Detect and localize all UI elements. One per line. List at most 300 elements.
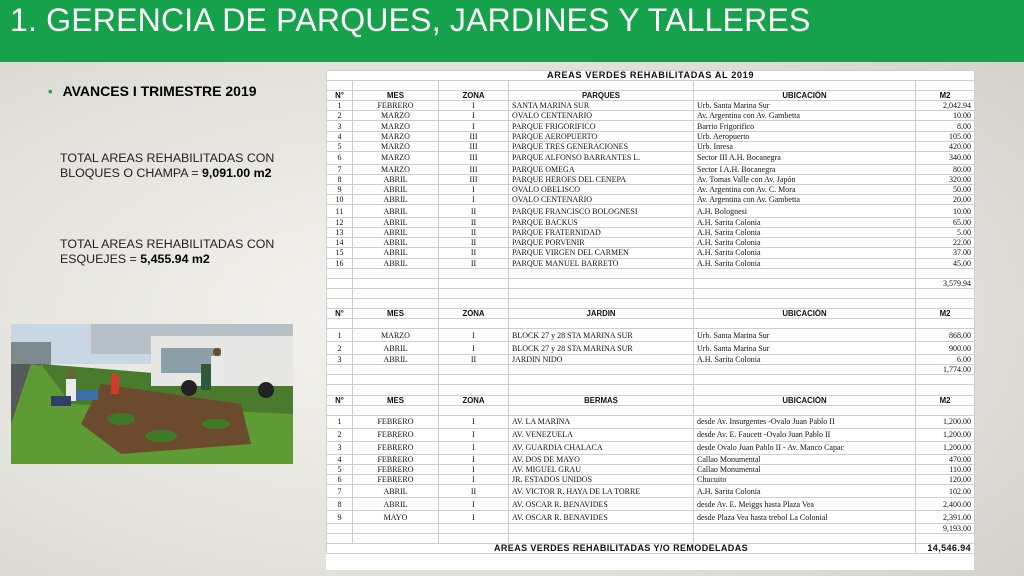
- empty-cell: [509, 385, 694, 395]
- table-row: [327, 101, 975, 111]
- empty-cell: [439, 288, 509, 298]
- cell-num: 3: [327, 441, 353, 454]
- cell-m2: 1,200.00: [916, 441, 975, 454]
- workers-illustration: [11, 324, 293, 464]
- cell-ubicacion: Callao Monumental: [694, 464, 916, 474]
- empty-row: [327, 81, 975, 91]
- cell-zona: I: [439, 121, 509, 131]
- cell-zona: II: [439, 485, 509, 498]
- cell-name: AV. LA MARINA: [509, 415, 694, 428]
- empty-cell: [916, 375, 975, 385]
- cell-zona: III: [439, 164, 509, 174]
- cell-mes: MARZO: [353, 329, 439, 342]
- empty-cell: [694, 298, 916, 308]
- cell-ubicacion: desde Ovalo Juan Pablo II - Av. Manco Capac: [694, 441, 916, 454]
- empty-row: [327, 288, 975, 298]
- empty-row: [327, 405, 975, 415]
- empty-cell: [353, 298, 439, 308]
- cell-ubicacion: Urb. Santa Marina Sur: [694, 329, 916, 342]
- jardines-total: [327, 365, 975, 375]
- cell-name: AV. VICTOR R. HAYA DE LA TORRE: [509, 485, 694, 498]
- cell-name: BLOCK 27 y 28 STA MARINA SUR: [509, 342, 694, 355]
- cell-mes: MARZO: [353, 111, 439, 121]
- header-ubicacion: UBICACIÓN: [694, 308, 916, 318]
- table-row: [327, 121, 975, 131]
- title-banner: [0, 0, 1024, 62]
- cell-num: 6: [327, 151, 353, 164]
- empty-row: [327, 298, 975, 308]
- cell-m2: 8.00: [916, 121, 975, 131]
- empty-cell: [327, 278, 353, 288]
- table-row: [327, 184, 975, 194]
- cell-num: 12: [327, 218, 353, 228]
- cell-m2: 6.00: [916, 355, 975, 365]
- empty-row: [327, 319, 975, 329]
- header-m2: M2: [916, 395, 975, 405]
- empty-cell: [694, 534, 916, 544]
- cell-ubicacion: desde Av. Insurgentes -Ovalo Juan Pablo II: [694, 415, 916, 428]
- bullet-text: AVANCES I TRIMESTRE 2019: [62, 83, 257, 99]
- cell-num: 9: [327, 184, 353, 194]
- cell-name: JARDIN NIDO: [509, 355, 694, 365]
- empty-cell: [916, 268, 975, 278]
- header-zona: ZONA: [439, 308, 509, 318]
- cell-zona: I: [439, 454, 509, 464]
- cell-m2: 420.00: [916, 141, 975, 151]
- header-section: PARQUES: [509, 91, 694, 101]
- cell-zona: I: [439, 498, 509, 511]
- empty-cell: [353, 524, 439, 534]
- empty-cell: [916, 288, 975, 298]
- bullet-dot-icon: •: [48, 84, 53, 99]
- table-row: [327, 511, 975, 524]
- header-ubicacion: UBICACIÓN: [694, 395, 916, 405]
- empty-cell: [509, 524, 694, 534]
- empty-cell: [509, 375, 694, 385]
- empty-cell: [353, 81, 439, 91]
- cell-ubicacion: Sector III A.H. Bocanegra: [694, 151, 916, 164]
- empty-cell: [694, 365, 916, 375]
- cell-zona: III: [439, 131, 509, 141]
- cell-ubicacion: A.H. Bolognesi: [694, 205, 916, 218]
- cell-num: 2: [327, 342, 353, 355]
- cell-num: 5: [327, 141, 353, 151]
- header-section: BERMAS: [509, 395, 694, 405]
- final-total-row: [327, 544, 975, 554]
- empty-cell: [509, 268, 694, 278]
- cell-m2: 900.00: [916, 342, 975, 355]
- empty-row: [327, 268, 975, 278]
- empty-cell: [327, 365, 353, 375]
- cell-ubicacion: Callao Monumental: [694, 454, 916, 464]
- empty-cell: [509, 288, 694, 298]
- empty-cell: [694, 375, 916, 385]
- cell-ubicacion: A.H. Sarita Colonia: [694, 258, 916, 268]
- table-row: [327, 454, 975, 464]
- table-row: [327, 258, 975, 268]
- cell-name: PARQUE OMEGA: [509, 164, 694, 174]
- cell-zona: I: [439, 441, 509, 454]
- cell-m2: 470.00: [916, 454, 975, 464]
- table-title-row: [327, 71, 975, 81]
- cell-num: 3: [327, 121, 353, 131]
- empty-cell: [694, 385, 916, 395]
- empty-cell: [353, 365, 439, 375]
- cell-zona: I: [439, 428, 509, 441]
- cell-zona: III: [439, 174, 509, 184]
- jardines-total-value: 1,774.00: [916, 365, 975, 375]
- cell-name: AV. DOS DE MAYO: [509, 454, 694, 464]
- table-row: [327, 428, 975, 441]
- cell-num: 9: [327, 511, 353, 524]
- empty-cell: [916, 534, 975, 544]
- cell-ubicacion: Barrio Frigorifico: [694, 121, 916, 131]
- page-title: 1. GERENCIA DE PARQUES, JARDINES Y TALLERES: [10, 2, 811, 38]
- cell-ubicacion: desde Av. E. Faucett -Ovalo Juan Pablo II: [694, 428, 916, 441]
- empty-cell: [327, 288, 353, 298]
- header-num: N°: [327, 395, 353, 405]
- cell-name: PARQUE ALFONSO BARRANTES L.: [509, 151, 694, 164]
- cell-mes: ABRIL: [353, 342, 439, 355]
- cell-mes: ABRIL: [353, 195, 439, 205]
- empty-cell: [353, 278, 439, 288]
- cell-ubicacion: A.H. Sarita Colonia: [694, 248, 916, 258]
- empty-cell: [439, 534, 509, 544]
- cell-num: 8: [327, 174, 353, 184]
- cell-zona: I: [439, 184, 509, 194]
- table-row: [327, 329, 975, 342]
- cell-zona: I: [439, 195, 509, 205]
- table-row: [327, 355, 975, 365]
- cell-name: JR. ESTADOS UNIDOS: [509, 474, 694, 484]
- cell-mes: MARZO: [353, 151, 439, 164]
- cell-m2: 37.00: [916, 248, 975, 258]
- cell-m2: 1,200.00: [916, 428, 975, 441]
- cell-zona: I: [439, 342, 509, 355]
- empty-cell: [916, 298, 975, 308]
- cell-ubicacion: Urb. Santa Marina Sur: [694, 101, 916, 111]
- empty-cell: [916, 385, 975, 395]
- empty-cell: [439, 278, 509, 288]
- total-esquejes-value: 5,455.94 m2: [140, 252, 210, 266]
- cell-mes: ABRIL: [353, 355, 439, 365]
- header-zona: ZONA: [439, 395, 509, 405]
- workers-photo: [11, 324, 293, 464]
- empty-cell: [439, 319, 509, 329]
- cell-ubicacion: Av. Argentina con Av. Gambetta: [694, 111, 916, 121]
- cell-m2: 102.00: [916, 485, 975, 498]
- cell-m2: 20.00: [916, 195, 975, 205]
- cell-name: AV. GUARDIA CHALACA: [509, 441, 694, 454]
- table-row: [327, 248, 975, 258]
- empty-cell: [509, 298, 694, 308]
- empty-cell: [694, 405, 916, 415]
- table-row: [327, 131, 975, 141]
- empty-cell: [439, 524, 509, 534]
- cell-zona: I: [439, 111, 509, 121]
- areas-table-panel: [326, 70, 974, 570]
- areas-table-body: [327, 71, 975, 554]
- total-champa-text: [60, 151, 310, 181]
- bermas-total: [327, 524, 975, 534]
- cell-mes: FEBRERO: [353, 428, 439, 441]
- cell-num: 7: [327, 164, 353, 174]
- bullet-item: [48, 83, 257, 99]
- cell-m2: 10.00: [916, 111, 975, 121]
- empty-cell: [694, 524, 916, 534]
- cell-name: PARQUE VIRGEN DEL CARMEN: [509, 248, 694, 258]
- cell-zona: I: [439, 415, 509, 428]
- empty-cell: [327, 524, 353, 534]
- cell-zona: I: [439, 329, 509, 342]
- final-total-value: 14,546.94: [916, 544, 975, 554]
- cell-ubicacion: A.H. Sarita Colonia: [694, 228, 916, 238]
- cell-mes: MARZO: [353, 141, 439, 151]
- cell-ubicacion: Av. Tomas Valle con Av. Japón: [694, 174, 916, 184]
- empty-cell: [509, 405, 694, 415]
- empty-cell: [916, 405, 975, 415]
- cell-m2: 50.00: [916, 184, 975, 194]
- header-m2: M2: [916, 91, 975, 101]
- cell-mes: MAYO: [353, 511, 439, 524]
- table-row: [327, 464, 975, 474]
- column-header-row: [327, 395, 975, 405]
- cell-mes: FEBRERO: [353, 441, 439, 454]
- cell-m2: 2,400.00: [916, 498, 975, 511]
- header-num: N°: [327, 308, 353, 318]
- cell-ubicacion: Av. Argentina con Av. C. Mora: [694, 184, 916, 194]
- cell-num: 1: [327, 101, 353, 111]
- cell-mes: MARZO: [353, 131, 439, 141]
- cell-ubicacion: A.H. Sarita Colonia: [694, 238, 916, 248]
- cell-zona: III: [439, 141, 509, 151]
- cell-mes: ABRIL: [353, 205, 439, 218]
- empty-cell: [327, 405, 353, 415]
- empty-cell: [439, 81, 509, 91]
- empty-row: [327, 385, 975, 395]
- table-row: [327, 441, 975, 454]
- cell-m2: 1,200.00: [916, 415, 975, 428]
- cell-num: 10: [327, 195, 353, 205]
- header-mes: MES: [353, 91, 439, 101]
- cell-zona: II: [439, 258, 509, 268]
- table-row: [327, 238, 975, 248]
- cell-m2: 10.00: [916, 205, 975, 218]
- cell-mes: ABRIL: [353, 248, 439, 258]
- total-champa-value: 9,091.00 m2: [201, 166, 272, 180]
- empty-cell: [439, 298, 509, 308]
- cell-name: OVALO CENTENARIO: [509, 111, 694, 121]
- empty-cell: [327, 81, 353, 91]
- cell-ubicacion: desde Plaza Vea hasta trebol La Colonial: [694, 511, 916, 524]
- cell-num: 2: [327, 111, 353, 121]
- cell-m2: 340.00: [916, 151, 975, 164]
- parques-total-value: 3,579.94: [916, 278, 975, 288]
- cell-zona: II: [439, 218, 509, 228]
- cell-name: AV. MIGUEL GRAU: [509, 464, 694, 474]
- cell-ubicacion: Urb. Aeropuerto: [694, 131, 916, 141]
- table-row: [327, 228, 975, 238]
- cell-name: PARQUE FRANCISCO BOLOGNESI: [509, 205, 694, 218]
- empty-cell: [353, 319, 439, 329]
- empty-cell: [509, 365, 694, 375]
- cell-name: PARQUE AEROPUERTO: [509, 131, 694, 141]
- empty-cell: [694, 319, 916, 329]
- cell-num: 14: [327, 238, 353, 248]
- cell-mes: ABRIL: [353, 498, 439, 511]
- empty-cell: [694, 81, 916, 91]
- cell-zona: II: [439, 228, 509, 238]
- cell-mes: ABRIL: [353, 174, 439, 184]
- empty-cell: [439, 375, 509, 385]
- empty-cell: [353, 534, 439, 544]
- cell-name: PARQUE FRIGORIFICO: [509, 121, 694, 131]
- empty-cell: [439, 268, 509, 278]
- table-row: [327, 218, 975, 228]
- cell-num: 5: [327, 464, 353, 474]
- total-champa-label: TOTAL AREAS REHABILITADAS CON BLOQUES O CHAMPA =: [60, 151, 275, 180]
- cell-num: 4: [327, 454, 353, 464]
- empty-cell: [509, 278, 694, 288]
- empty-cell: [509, 81, 694, 91]
- cell-mes: ABRIL: [353, 238, 439, 248]
- column-header-row: [327, 91, 975, 101]
- cell-name: PARQUE BACKUS: [509, 218, 694, 228]
- header-num: N°: [327, 91, 353, 101]
- cell-zona: II: [439, 238, 509, 248]
- cell-num: 16: [327, 258, 353, 268]
- cell-m2: 80.00: [916, 164, 975, 174]
- cell-num: 3: [327, 355, 353, 365]
- cell-num: 11: [327, 205, 353, 218]
- empty-cell: [327, 534, 353, 544]
- cell-name: SANTA MARINA SUR: [509, 101, 694, 111]
- empty-cell: [509, 534, 694, 544]
- parques-total: [327, 278, 975, 288]
- cell-mes: FEBRERO: [353, 415, 439, 428]
- header-ubicacion: UBICACIÓN: [694, 91, 916, 101]
- cell-num: 8: [327, 498, 353, 511]
- cell-m2: 120.00: [916, 474, 975, 484]
- cell-ubicacion: Av. Argentina con Av. Gambetta: [694, 195, 916, 205]
- cell-zona: III: [439, 151, 509, 164]
- cell-num: 15: [327, 248, 353, 258]
- cell-m2: 5.00: [916, 228, 975, 238]
- cell-name: OVALO CENTENARIO: [509, 195, 694, 205]
- cell-name: PARQUE MANUEL BARRETO: [509, 258, 694, 268]
- cell-mes: ABRIL: [353, 485, 439, 498]
- table-row: [327, 151, 975, 164]
- table-row: [327, 111, 975, 121]
- table-row: [327, 474, 975, 484]
- cell-m2: 110.00: [916, 464, 975, 474]
- cell-num: 7: [327, 485, 353, 498]
- header-m2: M2: [916, 308, 975, 318]
- cell-ubicacion: Chucuito: [694, 474, 916, 484]
- cell-zona: II: [439, 355, 509, 365]
- empty-cell: [916, 319, 975, 329]
- bermas-total-value: 9,193.00: [916, 524, 975, 534]
- empty-cell: [353, 375, 439, 385]
- cell-name: AV. VENEZUELA: [509, 428, 694, 441]
- cell-mes: ABRIL: [353, 184, 439, 194]
- cell-m2: 868.00: [916, 329, 975, 342]
- cell-num: 4: [327, 131, 353, 141]
- cell-ubicacion: Urb. Inresa: [694, 141, 916, 151]
- cell-zona: II: [439, 205, 509, 218]
- cell-name: PARQUE FRATERNIDAD: [509, 228, 694, 238]
- cell-m2: 65.00: [916, 218, 975, 228]
- empty-cell: [694, 288, 916, 298]
- cell-name: AV. OSCAR R. BENAVIDES: [509, 511, 694, 524]
- cell-mes: FEBRERO: [353, 454, 439, 464]
- cell-zona: I: [439, 511, 509, 524]
- cell-mes: MARZO: [353, 164, 439, 174]
- empty-cell: [327, 298, 353, 308]
- cell-mes: FEBRERO: [353, 464, 439, 474]
- table-row: [327, 485, 975, 498]
- cell-name: PARQUE TRES GENERACIONES: [509, 141, 694, 151]
- cell-mes: MARZO: [353, 121, 439, 131]
- cell-mes: FEBRERO: [353, 101, 439, 111]
- cell-name: OVALO OBELISCO: [509, 184, 694, 194]
- header-section: JARDIN: [509, 308, 694, 318]
- total-esquejes-label: TOTAL AREAS REHABILITADAS CON ESQUEJES =: [60, 237, 275, 266]
- cell-num: 6: [327, 474, 353, 484]
- empty-cell: [439, 385, 509, 395]
- cell-name: BLOCK 27 y 28 STA MARINA SUR: [509, 329, 694, 342]
- empty-cell: [439, 405, 509, 415]
- empty-cell: [353, 268, 439, 278]
- empty-cell: [694, 268, 916, 278]
- header-zona: ZONA: [439, 91, 509, 101]
- cell-name: AV. OSCAR R. BENAVIDES: [509, 498, 694, 511]
- empty-cell: [509, 319, 694, 329]
- empty-cell: [439, 365, 509, 375]
- empty-cell: [916, 81, 975, 91]
- header-mes: MES: [353, 395, 439, 405]
- cell-ubicacion: A.H. Sarita Colonia: [694, 355, 916, 365]
- empty-row: [327, 375, 975, 385]
- column-header-row: [327, 308, 975, 318]
- cell-ubicacion: desde Av. E. Meiggs hasta Plaza Vea: [694, 498, 916, 511]
- cell-zona: I: [439, 464, 509, 474]
- empty-row: [327, 534, 975, 544]
- table-row: [327, 164, 975, 174]
- cell-m2: 2,042.94: [916, 101, 975, 111]
- cell-name: PARQUE HEROES DEL CENEPA: [509, 174, 694, 184]
- cell-mes: ABRIL: [353, 258, 439, 268]
- cell-ubicacion: Sector I A.H. Bocanegra: [694, 164, 916, 174]
- cell-m2: 45.00: [916, 258, 975, 268]
- cell-num: 1: [327, 329, 353, 342]
- cell-m2: 320.00: [916, 174, 975, 184]
- cell-m2: 22.00: [916, 238, 975, 248]
- table-row: [327, 205, 975, 218]
- empty-cell: [353, 405, 439, 415]
- cell-mes: ABRIL: [353, 218, 439, 228]
- cell-name: PARQUE PORVENIR: [509, 238, 694, 248]
- empty-cell: [353, 385, 439, 395]
- cell-mes: ABRIL: [353, 228, 439, 238]
- empty-cell: [327, 375, 353, 385]
- final-label: AREAS VERDES REHABILITADAS Y/O REMODELADAS: [327, 544, 916, 554]
- cell-zona: I: [439, 474, 509, 484]
- total-esquejes-text: [60, 237, 310, 267]
- table-title: AREAS VERDES REHABILITADAS AL 2019: [327, 71, 975, 81]
- empty-cell: [327, 319, 353, 329]
- cell-mes: FEBRERO: [353, 474, 439, 484]
